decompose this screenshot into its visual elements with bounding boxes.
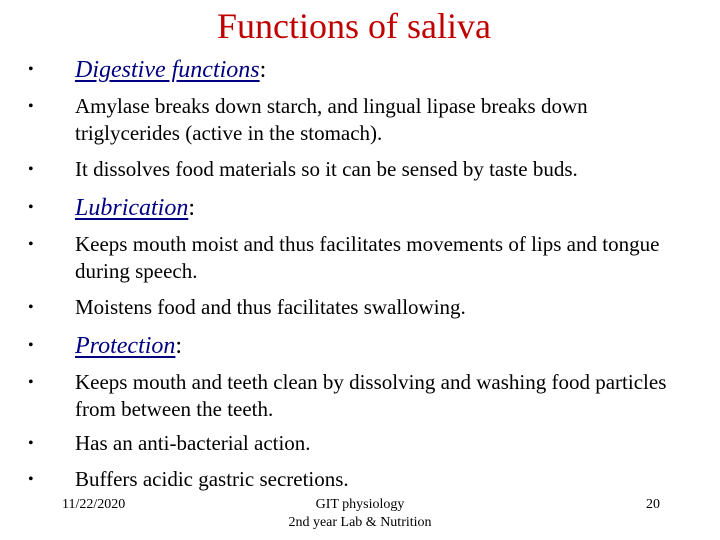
list-item: Keeps mouth moist and thus facilitates movements of lips and tongue during speech. bbox=[75, 232, 660, 283]
list-item: Moistens food and thus facilitates swallowing. bbox=[75, 295, 466, 319]
bullet-icon: • bbox=[28, 98, 34, 115]
bullet-icon: • bbox=[28, 374, 34, 391]
bullet-icon: • bbox=[28, 61, 34, 78]
bullet-icon: • bbox=[28, 471, 34, 488]
section-heading-label: Lubrication bbox=[75, 195, 189, 221]
section-heading-colon: : bbox=[175, 333, 183, 359]
list-item: Amylase breaks down starch, and lingual lipase breaks down triglycerides (active in the stomach). bbox=[75, 94, 588, 145]
section-heading-label: Digestive functions bbox=[75, 57, 260, 83]
bullet-icon: • bbox=[28, 435, 34, 452]
section-heading-label: Protection bbox=[75, 333, 176, 359]
section-heading-lubrication bbox=[75, 194, 695, 222]
footer-date: 11/22/2020 bbox=[62, 497, 126, 512]
list-item: Buffers acidic gastric secretions. bbox=[75, 467, 349, 491]
bullet-icon: • bbox=[28, 299, 34, 316]
section-heading-colon: : bbox=[259, 57, 267, 83]
bullet-icon: • bbox=[28, 236, 34, 253]
bullet-icon: • bbox=[28, 337, 34, 354]
page-number: 20 bbox=[646, 497, 660, 512]
section-heading-protection bbox=[75, 332, 695, 360]
footer-title bbox=[260, 496, 460, 532]
footer-title-line1: GIT physiology bbox=[315, 497, 405, 512]
slide-title: Functions of saliva bbox=[217, 6, 491, 46]
list-item: It dissolves food materials so it can be sensed by taste buds. bbox=[75, 157, 578, 181]
list-item: Has an anti-bacterial action. bbox=[75, 431, 311, 455]
list-item: Keeps mouth and teeth clean by dissolving and washing food particles from between the teeth. bbox=[75, 370, 667, 421]
section-heading-digestive bbox=[75, 56, 695, 84]
footer-title-line2: 2nd year Lab & Nutrition bbox=[288, 515, 432, 530]
bullet-icon: • bbox=[28, 199, 34, 216]
bullet-icon: • bbox=[28, 161, 34, 178]
section-heading-colon: : bbox=[188, 195, 196, 221]
